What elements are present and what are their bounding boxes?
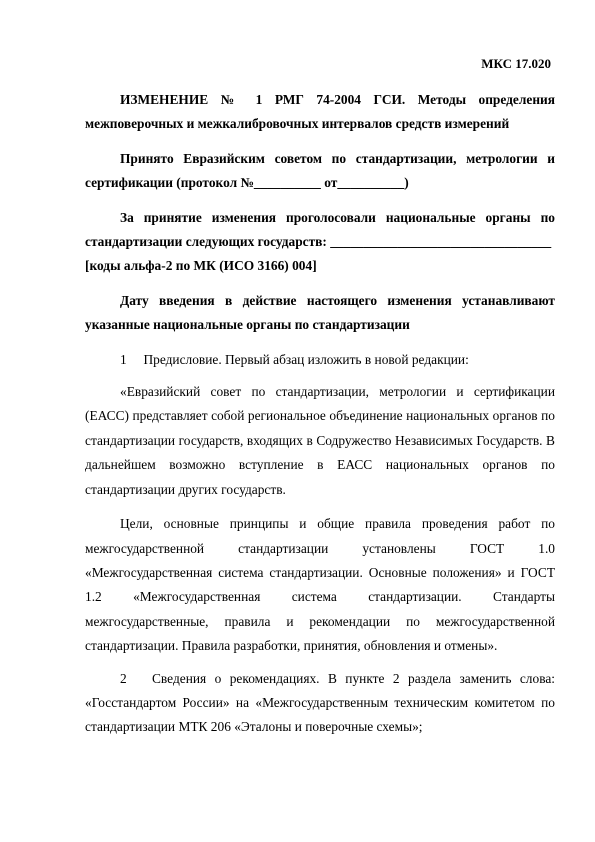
protocol-date-blank: __________ — [337, 175, 405, 191]
states-blank: _________________________________ — [330, 234, 552, 250]
adopted-paragraph — [85, 147, 555, 196]
country-codes: [коды альфа-2 по МК (ИСО 3166) 004] — [85, 258, 317, 274]
item-2-text: Сведения о рекомендациях. В пункте 2 раздела заменить слова: «Госстандартом России» на «Межгосударственным техническим комитетом по стандартизации МТК 206 «Эталоны и поверочные схемы»; — [85, 670, 555, 735]
goals-paragraph: Цели, основные принципы и общие правила проведения работ по межгосударственной стандартизации установлены ГОСТ 1.0 «Межгосударственная система стандартизации. Основные положения» и ГОСТ 1.2 «Межгосударственная система стандартизации. Стандарты межгосударственные, правила и рекомендации по межгосударственной стандартизации. Правила разработки, принятия, обновления и отмены». — [85, 516, 555, 654]
item-1-number: 1 — [120, 351, 127, 367]
voted-text: За принятие изменения проголосовали национальные органы по стандартизации следующих государств: — [85, 209, 555, 250]
item-1-text: Предисловие. Первый абзац изложить в новой редакции: — [143, 351, 469, 367]
adopted-end: ) — [404, 175, 409, 191]
voted-paragraph — [85, 206, 555, 255]
classification-code: МКС 17.020 — [481, 56, 551, 71]
item-1 — [85, 348, 555, 372]
adopted-text: Принято Евразийским советом по стандартизации, метрологии и сертификации (протокол № — [85, 150, 555, 191]
amendment-title — [85, 88, 555, 137]
amendment-title-rest: Методы определения межповерочных и межкалибровочных интервалов средств измерений — [85, 92, 555, 132]
item-2 — [85, 667, 555, 740]
protocol-number-blank: __________ — [253, 175, 321, 191]
item-2-number: 2 — [120, 670, 127, 686]
date-note-paragraph: Дату введения в действие настоящего изменения устанавливают указанные национальные органы по стандартизации — [85, 292, 555, 333]
adopted-mid: от — [320, 175, 338, 191]
document-body — [85, 88, 555, 740]
amendment-title-lead: ИЗМЕНЕНИЕ № 1 РМГ 74-2004 ГСИ. — [120, 92, 406, 107]
eass-paragraph: «Евразийский совет по стандартизации, метрологии и сертификации (ЕАСС) представляет собой региональное объединение национальных органов по стандартизации государств, входящих в Содружество Независимых Государств. В дальнейшем возможно вступление в ЕАСС национальных органов по стандартизации других государств. — [85, 384, 555, 497]
